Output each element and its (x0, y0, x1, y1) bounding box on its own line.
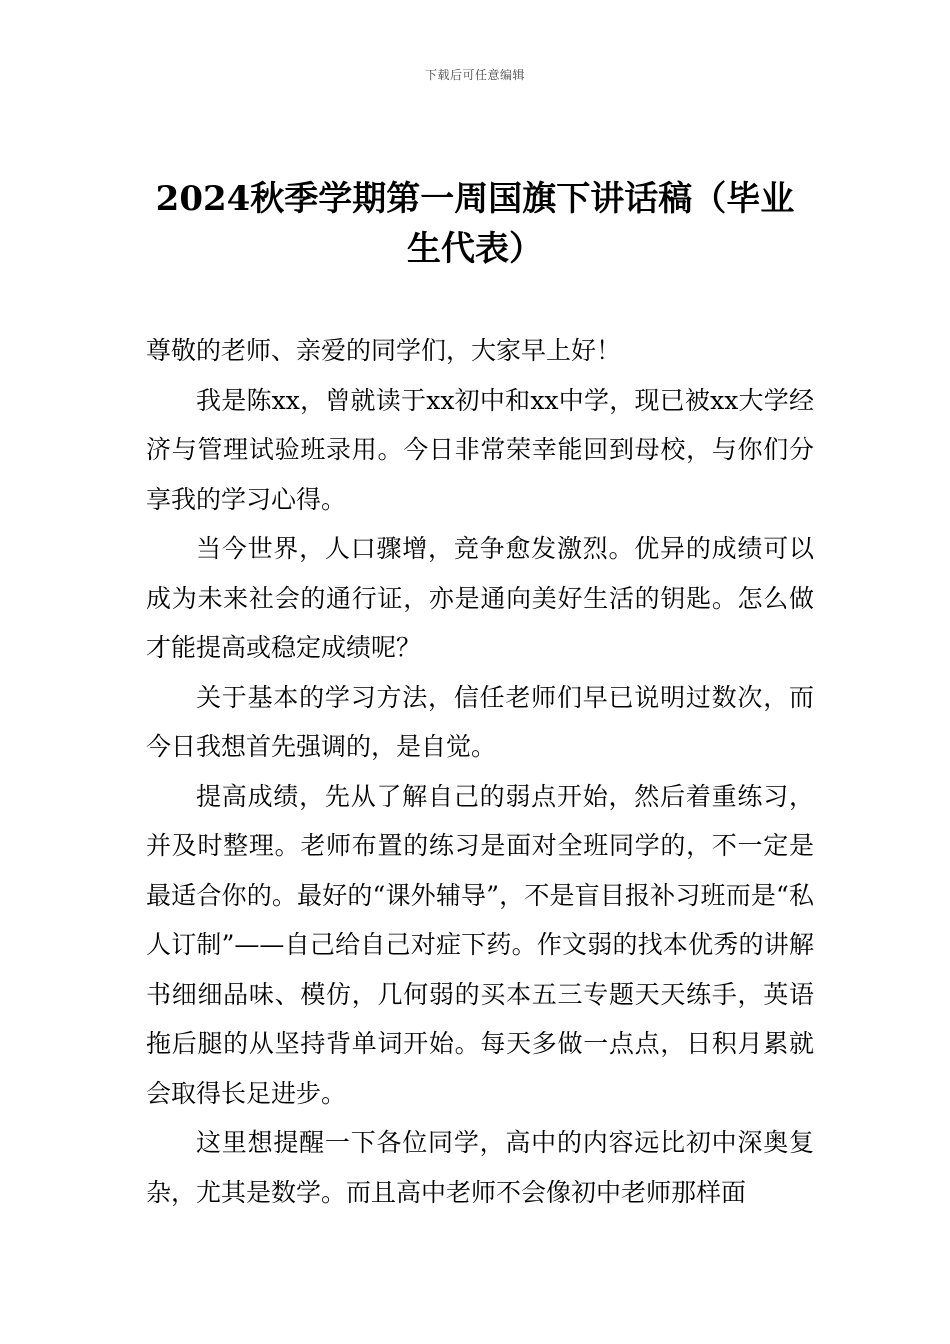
paragraph-3: 关于基本的学习方法，信任老师们早已说明过数次，而今日我想首先强调的，是自觉。 (146, 682, 814, 761)
title-line-1: 2024秋季学期第一周国旗下讲话稿（毕业 (155, 179, 795, 219)
header-note: 下载后可任意编辑 (424, 68, 525, 82)
title-line-2: 生代表） (407, 229, 543, 269)
document-title (120, 174, 830, 274)
paragraph-5: 这里想提醒一下各位同学，高中的内容远比初中深奥复杂，尤其是数学。而且高中老师不会像初中老师那样面 (146, 1128, 814, 1207)
document-body (146, 326, 814, 1217)
paragraph-2: 当今世界，人口骤增，竞争愈发激烈。优异的成绩可以成为未来社会的通行证，亦是通向美好生活的钥匙。怎么做才能提高或稳定成绩呢？ (146, 534, 814, 662)
greeting: 尊敬的老师、亲爱的同学们，大家早上好！ (146, 336, 622, 365)
paragraph-1: 我是陈xx，曾就读于xx初中和xx中学，现已被xx大学经济与管理试验班录用。今日非常荣幸能回到母校，与你们分享我的学习心得。 (146, 385, 814, 514)
paragraph-4: 提高成绩，先从了解自己的弱点开始，然后着重练习，并及时整理。老师布置的练习是面对全班同学的，不一定是最适合你的。最好的“课外辅导”，不是盲目报补习班而是“私人订制”——自己给自己对症下药。作文弱的找本优秀的讲解书细细品味、模仿，几何弱的买本五三专题天天练手，英语拖后腿的从坚持背单词开始。每天多做一点点，日积月累就会取得长足进步。 (146, 781, 814, 1108)
